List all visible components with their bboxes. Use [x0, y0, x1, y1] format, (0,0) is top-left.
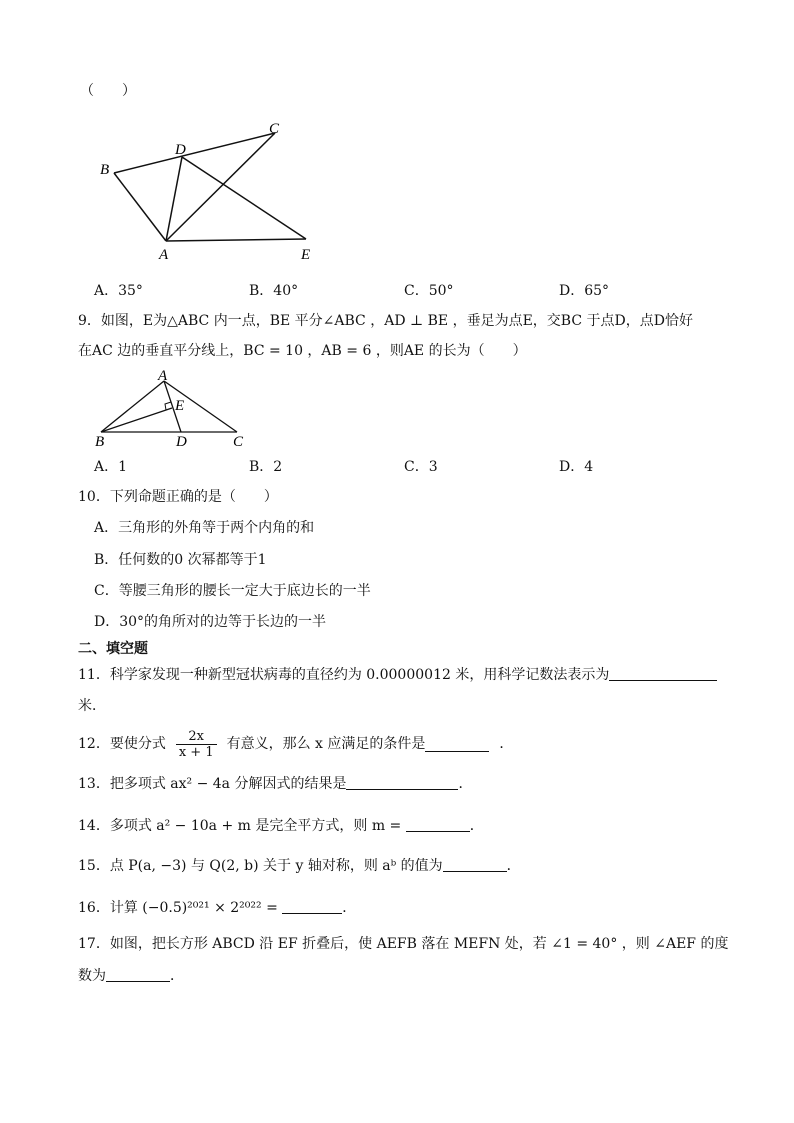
q15-end: ． [506, 858, 521, 874]
q8-label-e: E [301, 247, 311, 263]
q11-line2: 米． [78, 698, 106, 714]
q8-figure [90, 118, 330, 268]
q8-option-d: D．65° [559, 283, 610, 299]
q13-end: ． [458, 776, 473, 792]
q8-label-b: B [100, 162, 110, 178]
q15-line [78, 857, 521, 875]
q12-answer-blank[interactable] [425, 737, 489, 752]
q15-text: 15．点 P(a, −3) 与 Q(2, b) 关于 y 轴对称，则 aᵇ 的值为 [78, 858, 443, 874]
q10-option-d: D．30°的角所对的边等于长边的一半 [94, 614, 327, 630]
q11-text: 11．科学家发现一种新型冠状病毒的直径约为 0.00000012 米，用科学记数法表示为 [78, 667, 610, 683]
q16-answer-blank[interactable] [282, 899, 342, 914]
q9-label-b: B [95, 434, 105, 450]
section-title-fill-in: 二、填空题 [78, 641, 148, 657]
q8-option-b: B．40° [249, 283, 299, 299]
q13-line [78, 775, 472, 793]
q11-answer-blank[interactable] [609, 666, 717, 681]
q17-line1: 17．如图，把长方形 ABCD 沿 EF 折叠后，使 AEFB 落在 MEFN 处，若 ∠1 = 40° ，则 ∠AEF 的度 [78, 936, 729, 952]
q13-answer-blank[interactable] [346, 775, 458, 790]
q17-text: 数为 [78, 968, 106, 984]
q10-option-a: A．三角形的外角等于两个内角的和 [94, 520, 315, 536]
q15-answer-blank[interactable] [443, 857, 507, 872]
q12-text-after: 有意义，那么 x 应满足的条件是 [226, 736, 426, 752]
q12-fraction-numerator: 2x [176, 729, 217, 745]
q12-line [78, 724, 513, 764]
q16-text: 16．计算 (−0.5)²⁰²¹ × 2²⁰²² = [78, 900, 278, 916]
q9-option-b: B．2 [249, 459, 283, 475]
q12-fraction-denominator: x + 1 [178, 744, 214, 760]
q16-line [78, 899, 356, 917]
q17-line2 [78, 967, 184, 985]
q8-segment-de [182, 157, 306, 239]
q16-end: ． [342, 900, 357, 916]
q9-label-a: A [158, 368, 168, 384]
q9-stem-line2: 在AC 边的垂直平分线上，BC = 10 ，AB = 6 ，则AE 的长为（ ） [78, 343, 527, 359]
q9-figure [90, 366, 250, 450]
q8-label-a: A [159, 247, 169, 263]
q9-label-d: D [176, 434, 187, 450]
q17-end: ． [170, 968, 184, 984]
q14-line [78, 817, 484, 835]
q17-answer-blank[interactable] [106, 967, 170, 982]
q9-option-c: C．3 [404, 459, 438, 475]
q8-option-a: A．35° [94, 283, 143, 299]
q10-stem: 10．下列命题正确的是（ ） [78, 489, 278, 505]
q9-label-e: E [175, 398, 185, 414]
q14-end: ． [469, 818, 484, 834]
q9-segment-be [101, 408, 172, 432]
q8-segment-bc [114, 133, 275, 173]
q8-answer-bracket: （ ） [80, 83, 136, 99]
q9-option-d: D．4 [559, 459, 594, 475]
q8-segment-ba [114, 173, 166, 241]
q8-label-d: D [175, 142, 186, 158]
q11-line1 [78, 666, 717, 684]
q14-answer-blank[interactable] [406, 817, 470, 832]
q9-segment-ba [101, 381, 164, 432]
q8-label-c: C [269, 121, 280, 137]
q8-segment-ae [166, 239, 306, 241]
q9-option-a: A．1 [94, 459, 128, 475]
q12-fraction [176, 729, 217, 760]
q9-stem-line1: 9．如图，E为△ABC 内一点，BE 平分∠ABC ，AD ⊥ BE ，垂足为点E，交BC 于点D，点D恰好 [78, 313, 693, 329]
q10-option-c: C．等腰三角形的腰长一定大于底边长的一半 [94, 583, 371, 599]
q12-text-before: 12．要使分式 [78, 736, 166, 752]
q14-text: 14．多项式 a² − 10a + m 是完全平方式，则 m = [78, 818, 402, 834]
q8-option-c: C．50° [404, 283, 454, 299]
q13-text: 13．把多项式 ax² − 4a 分解因式的结果是 [78, 776, 347, 792]
q12-end: ． [499, 736, 514, 752]
q10-option-b: B．任何数的0 次幂都等于1 [94, 552, 267, 568]
q9-label-c: C [233, 434, 244, 450]
